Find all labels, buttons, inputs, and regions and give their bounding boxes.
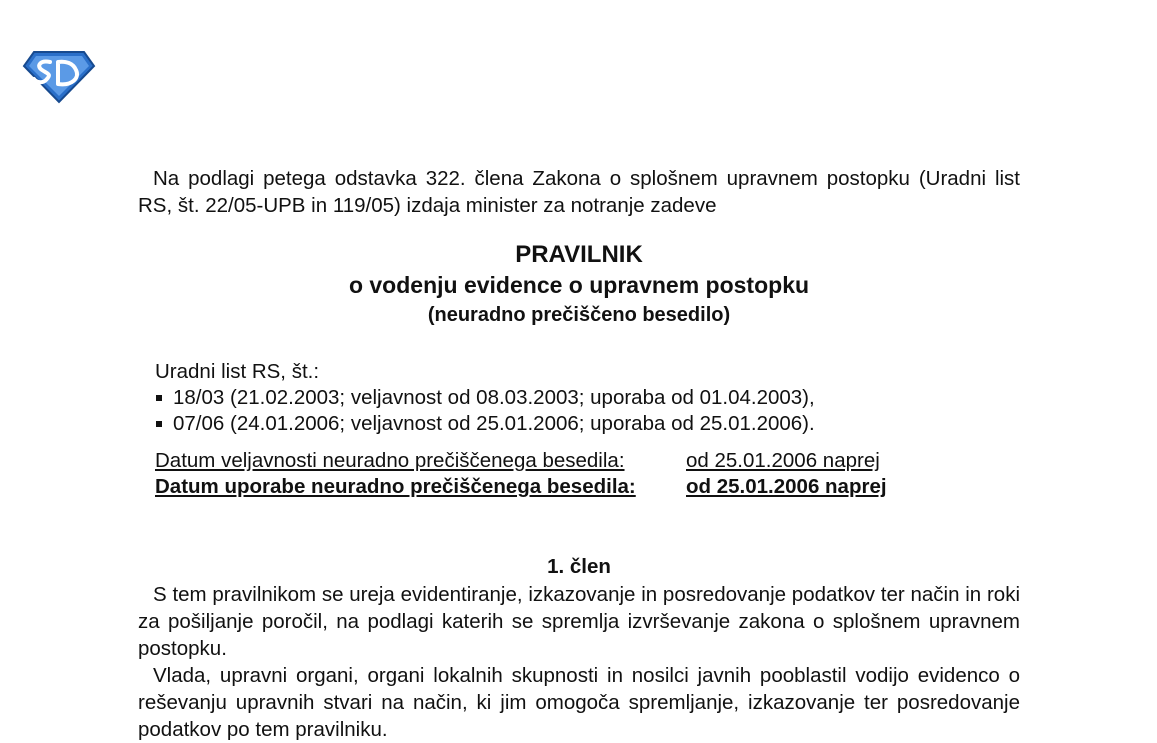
article-1-paragraph-1: S tem pravilnikom se ureja evidentiranje, izkazovanje in posredovanje podatkov ter način in roki za pošiljanje poročil, na podlagi katerih se spremlja izvrševanje zakona o splošnem upravnem postopku. (138, 583, 1020, 660)
official-gazette-sources (138, 358, 1020, 437)
application-date-value: od 25.01.2006 naprej (686, 475, 887, 498)
sd-diamond-logo-icon (22, 48, 96, 104)
source-text: 07/06 (24.01.2006; veljavnost od 25.01.2006; uporaba od 25.01.2006). (173, 412, 815, 435)
source-text: 18/03 (21.02.2003; veljavnost od 08.03.2003; uporaba od 01.04.2003), (173, 386, 815, 409)
article-1-title: 1. člen (547, 555, 611, 578)
document-title: PRAVILNIK (515, 241, 643, 268)
document-subtitle: o vodenju evidence o upravnem postopku (348, 272, 810, 298)
dates-block (138, 448, 1020, 500)
validity-date-value: od 25.01.2006 naprej (686, 449, 880, 472)
application-date-row (155, 474, 1020, 500)
square-bullet-icon (156, 421, 162, 427)
document-body (138, 165, 1020, 743)
article-1-paragraph-2: Vlada, upravni organi, organi lokalnih skupnosti in nosilci javnih pooblastil vodijo evidenco o reševanju upravnih stvari na način, ki jim omogoča spremljanje, izkazovanje ter posredovanje podatkov po tem pravilniku. (138, 664, 1020, 741)
list-item (155, 411, 1020, 437)
sd-logo (22, 48, 96, 104)
sources-heading: Uradni list RS, št.: (155, 360, 320, 383)
application-date-label: Datum uporabe neuradno prečiščenega besedila: (155, 475, 636, 498)
square-bullet-icon (156, 395, 162, 401)
list-item (155, 385, 1020, 411)
sources-list (155, 385, 1020, 437)
validity-date-row (155, 448, 1020, 474)
document-note: (neuradno prečiščeno besedilo) (427, 304, 731, 326)
title-block (138, 240, 1020, 330)
validity-date-label: Datum veljavnosti neuradno prečiščenega besedila: (155, 449, 625, 472)
intro-paragraph: Na podlagi petega odstavka 322. člena Zakona o splošnem upravnem postopku (Uradni list RS, št. 22/05-UPB in 119/05) izdaja minister za notranje zadeve (138, 167, 1020, 217)
